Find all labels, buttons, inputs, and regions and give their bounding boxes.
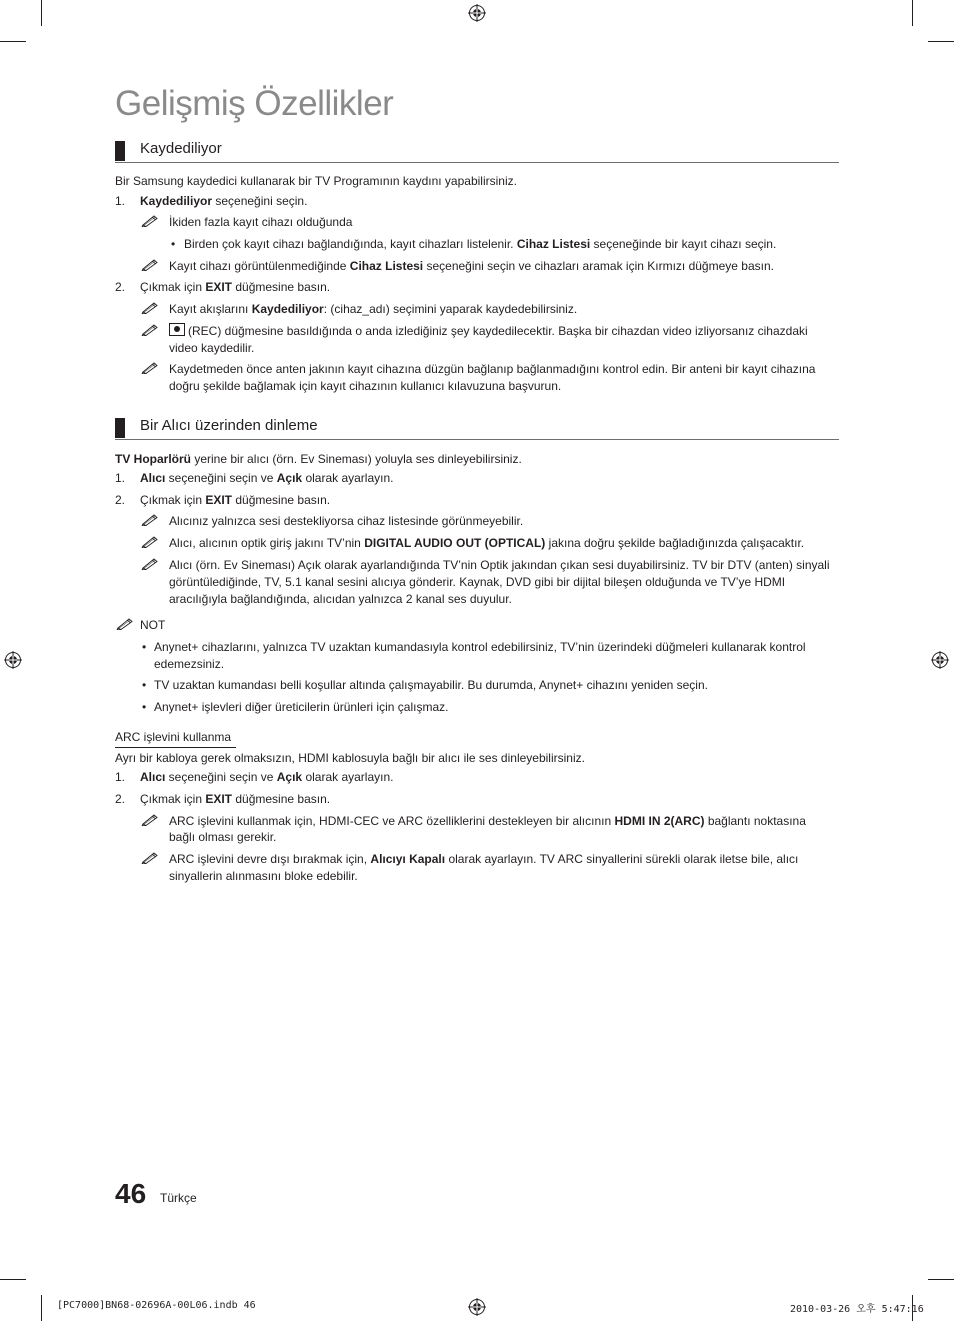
note-text: görüntülediğinde, TV, 5.1 kanal sesini alıcıya gönderir. Kaynak, DVD gibi bir dijital bileşen olduğunda ve TV’ye HDMI bbox=[169, 575, 786, 589]
note-text: aracılığıyla bağlandığında, alıcıdan yalnızca 2 kanal ses duyulur. bbox=[169, 592, 512, 606]
registration-mark-icon bbox=[4, 651, 22, 669]
note-text: Alıcınız yalnızca sesi destekliyorsa cihaz listesinde görünmeyebilir. bbox=[169, 514, 524, 528]
step-text: Kaydediliyor seçeneğini seçin. bbox=[140, 194, 308, 208]
section-heading-text: Kaydediliyor bbox=[140, 140, 222, 157]
note-text: Kayıt cihazı görüntülenmediğinde Cihaz Listesi seçeneğini seçin ve cihazları aramak için Kırmızı düğmeye basın. bbox=[169, 259, 774, 273]
note-icon bbox=[141, 512, 159, 526]
crop-mark bbox=[41, 0, 42, 26]
note-icon bbox=[116, 616, 134, 630]
note-text: Kayıt akışlarını Kaydediliyor: (cihaz_adı) seçimini yaparak kaydedebilirsiniz. bbox=[169, 302, 578, 316]
note-icon bbox=[141, 257, 159, 271]
crop-mark bbox=[912, 0, 913, 26]
note-icon bbox=[141, 812, 159, 826]
crop-mark bbox=[0, 1279, 26, 1280]
subsection-heading: ARC işlevini kullanma bbox=[115, 729, 236, 748]
registration-mark-icon bbox=[468, 4, 486, 22]
crop-mark bbox=[41, 1295, 42, 1321]
section-heading-text: Bir Alıcı üzerinden dinleme bbox=[140, 417, 318, 434]
step-number: 2. bbox=[115, 280, 126, 294]
note-text: ARC işlevini kullanmak için, HDMI-CEC ve ARC özelliklerini destekleyen bir alıcının HDMI IN 2(ARC) bağlantı noktasına bbox=[169, 814, 806, 828]
step-text: Çıkmak için EXIT düğmesine basın. bbox=[140, 493, 331, 507]
crop-mark bbox=[928, 41, 954, 42]
record-button-icon bbox=[169, 323, 185, 336]
note-text: (REC) düğmesine basıldığında o anda izlediğiniz şey kaydedilecektir. Başka bir cihazdan video izliyorsanız cihazdaki bbox=[169, 323, 808, 340]
note-text: sinyallerin alınmasını bloke edebilir. bbox=[169, 869, 358, 883]
print-footer-right: 2010-03-26 오후 5:47:16 bbox=[790, 1304, 924, 1315]
crop-mark bbox=[928, 1279, 954, 1280]
step-number: 2. bbox=[115, 493, 126, 507]
intro-text: Bir Samsung kaydedici kullanarak bir TV Programının kaydını yapabilirsiniz. bbox=[115, 174, 517, 188]
step-text: Çıkmak için EXIT düğmesine basın. bbox=[140, 792, 331, 806]
bullet: • bbox=[142, 678, 147, 692]
note-text: Kaydetmeden önce anten jakının kayıt cihazına düzgün bağlanıp bağlanmadığını kontrol edin. Bir anteni bir kayıt cihazına bbox=[169, 362, 816, 376]
note-icon bbox=[141, 360, 159, 374]
bullet-text: Anynet+ cihazlarını, yalnızca TV uzaktan kumandasıyla kontrol edebilirsiniz, TV’nin üzerindeki düğmeleri kullanarak kontrol bbox=[154, 640, 806, 654]
section-heading-recording bbox=[115, 140, 839, 163]
note-icon bbox=[141, 300, 159, 314]
heading-bar bbox=[115, 418, 125, 438]
note-text: İkiden fazla kayıt cihazı olduğunda bbox=[169, 215, 353, 229]
bullet: • bbox=[142, 640, 147, 654]
step-text: Alıcı seçeneğini seçin ve Açık olarak ayarlayın. bbox=[140, 770, 394, 784]
page-language: Türkçe bbox=[160, 1191, 197, 1205]
registration-mark-icon bbox=[931, 651, 949, 669]
registration-mark-icon bbox=[468, 1298, 486, 1316]
step-number: 1. bbox=[115, 471, 126, 485]
crop-mark bbox=[0, 41, 26, 42]
page-number: 46 bbox=[115, 1178, 147, 1209]
note-label: NOT bbox=[140, 618, 166, 632]
bullet-text: edemezsiniz. bbox=[154, 657, 225, 671]
step-number: 1. bbox=[115, 770, 126, 784]
note-icon bbox=[141, 556, 159, 570]
note-text: Alıcı, alıcının optik giriş jakını TV’nin DIGITAL AUDIO OUT (OPTICAL) jakına doğru şekilde bağladığınızda çalışacaktır. bbox=[169, 536, 805, 550]
bullet-text: TV uzaktan kumandası belli koşullar altında çalışmayabilir. Bu durumda, Anynet+ cihazını yeniden seçin. bbox=[154, 678, 708, 692]
bullet-text: Anynet+ işlevleri diğer üreticilerin ürünleri için çalışmaz. bbox=[154, 700, 449, 714]
note-text: ARC işlevini devre dışı bırakmak için, Alıcıyı Kapalı olarak ayarlayın. TV ARC sinyallerini sürekli olarak iletse bile, alıcı bbox=[169, 852, 799, 866]
step-text: Alıcı seçeneğini seçin ve Açık olarak ayarlayın. bbox=[140, 471, 394, 485]
bullet-text: Birden çok kayıt cihazı bağlandığında, kayıt cihazları listelenir. Cihaz Listesi seçeneğinde bir kayıt cihazı seçin. bbox=[184, 237, 777, 251]
page-title: Gelişmiş Özellikler bbox=[115, 84, 394, 123]
note-icon bbox=[141, 322, 159, 336]
intro-text: TV Hoparlörü yerine bir alıcı (örn. Ev Sineması) yoluyla ses dinleyebilirsiniz. bbox=[115, 452, 522, 466]
heading-bar bbox=[115, 141, 125, 161]
bullet: • bbox=[142, 700, 147, 714]
bullet: • bbox=[171, 237, 176, 251]
note-text: bağlı olması gerekir. bbox=[169, 830, 277, 844]
note-text: video kaydedilir. bbox=[169, 341, 255, 355]
intro-text: Ayrı bir kabloya gerek olmaksızın, HDMI kablosuyla bağlı bir alıcı ile ses dinleyebilirsiniz. bbox=[115, 751, 585, 765]
step-number: 2. bbox=[115, 792, 126, 806]
note-icon bbox=[141, 213, 159, 227]
print-footer-left: [PC7000]BN68-02696A-00L06.indb 46 bbox=[57, 1300, 256, 1311]
step-text: Çıkmak için EXIT düğmesine basın. bbox=[140, 280, 331, 294]
note-icon bbox=[141, 534, 159, 548]
note-text: doğru şekilde bağlamak için kayıt cihazının kullanıcı kılavuzuna başvurun. bbox=[169, 379, 562, 393]
section-heading-receiver bbox=[115, 417, 839, 440]
step-number: 1. bbox=[115, 194, 126, 208]
note-icon bbox=[141, 850, 159, 864]
note-text: Alıcı (örn. Ev Sineması) Açık olarak ayarlandığında TV’nin Optik jakından çıkan sesi duyabilirsiniz. TV bir DTV (anten) sinyali bbox=[169, 558, 830, 572]
